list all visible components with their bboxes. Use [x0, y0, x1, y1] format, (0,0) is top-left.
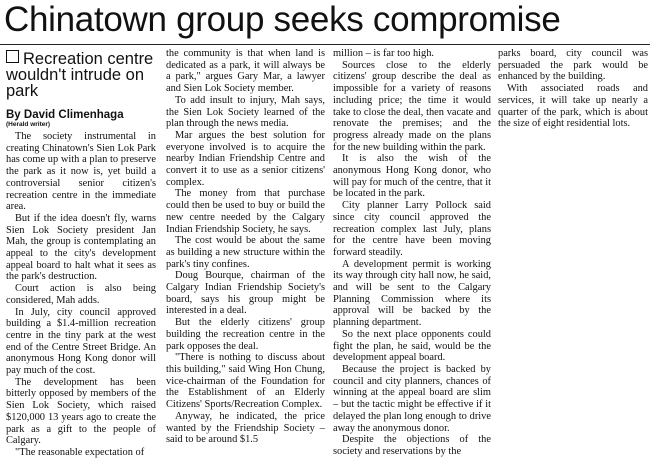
article-column-3 — [333, 48, 491, 457]
paragraph: the community is that when land is dedicated as a park, it will always be a park," argues Gary Mar, a lawyer and Sien Lok Society member. — [166, 48, 325, 95]
paragraph: Anyway, he indicated, the price wanted by the Friendship Society – said to be around $1.5 — [166, 410, 325, 446]
paragraph: With associated roads and services, it will take up nearly a quarter of the park, which is about the size of eight residential lots. — [498, 83, 648, 130]
article-column-4 — [498, 48, 648, 144]
paragraph: Court action is also being considered, Mah adds. — [6, 283, 156, 306]
checkbox-icon — [6, 50, 19, 63]
paragraph: The cost would be about the same as building a new structure within the park's tiny confines. — [166, 235, 325, 270]
paragraph: City planner Larry Pollock said since city council approved the recreation complex last July, plans for the centre have been moving forward steadily. — [333, 200, 491, 258]
paragraph: Mar argues the best solution for everyone involved is to acquire the nearby Indian Friendship Centre and convert it to use as a senior citizens' complex. — [166, 129, 325, 188]
paragraph: To add insult to injury, Mah says, the Sien Lok Society learned of the plan through the news media. — [166, 94, 325, 130]
paragraph: Sources close to the elderly citizens' group describe the deal as impossible for a variety of reasons including price; the time it would take to close the deal, then vacate and renovate the premises; and the progress already made on the plans for the new building within the park. — [333, 59, 491, 153]
subheadline-text: Recreation centre wouldn't intrude on park — [6, 50, 154, 100]
headline: Chinatown group seeks compromise — [4, 0, 561, 39]
paragraph: "There is nothing to discuss about this building," said Wing Hon Chung, vice-chairman of the Foundation for the Establishment of an Elderly Citizens' Sports/Recreation Complex. — [166, 352, 325, 411]
paragraph: Despite the objections of the society and reservations by the — [333, 434, 491, 457]
paragraph: It is also the wish of the anonymous Hong Kong donor, who will pay for much of the centre, that it be located in the park. — [333, 153, 491, 200]
article-column-2 — [166, 48, 325, 444]
paragraph: million – is far too high. — [333, 48, 435, 59]
paragraph: In July, city council approved building a $1.4-million recreation centre in the tiny park at the west end of the Centre Street Bridge. An anonymous Hong Kong donor will pay much of the cost. — [6, 306, 156, 377]
paragraph: Because the project is backed by council and city planners, chances of winning at the appeal board are slim – but the tactic might be effective if it delayed the plan long enough to drive away the anonymous donor. — [333, 363, 491, 434]
subheadline — [6, 50, 156, 99]
paragraph: A development permit is working its way through city hall now, he said, and will be sent to the Calgary Planning Commission where its approval will be backed by the planning department. — [333, 258, 491, 329]
headline-rule — [0, 44, 650, 45]
paragraph: But the elderly citizens' group building the recreation centre in the park opposes the deal. — [166, 317, 325, 352]
paragraph: So the next place opponents could fight the plan, he said, would be the development appeal board. — [333, 328, 491, 364]
byline-credit: (Herald writer) — [6, 121, 51, 128]
paragraph: But if the idea doesn't fly, warns Sien Lok Society president Jan Mah, the group is contemplating an appeal to the city's development appeal board to halt what it sees as the park's destruction. — [6, 212, 156, 283]
paragraph: parks board, city council was persuaded the park would be enhanced by the building. — [498, 48, 648, 83]
article-column-1 — [6, 131, 156, 458]
paragraph: Doug Bourque, chairman of the Calgary Indian Friendship Society's board, says his group might be interested in a deal. — [166, 270, 325, 317]
byline: By David Climenhaga — [6, 109, 124, 121]
paragraph: The society instrumental in creating Chinatown's Sien Lok Park has come up with a plan to preserve the park as it now is, yet build a controversial senior citizen's recreation centre in the immediate area. — [6, 131, 156, 213]
paragraph: "The reasonable expectation of — [15, 446, 145, 458]
paragraph: The development has been bitterly opposed by members of the Sien Lok Society, which raised $120,000 13 years ago to create the park as a gift to the people of Calgary. — [6, 376, 156, 447]
paragraph: The money from that purchase could then be used to buy or build the new centre needed by the Calgary Indian Friendship Society, he says. — [166, 188, 325, 235]
